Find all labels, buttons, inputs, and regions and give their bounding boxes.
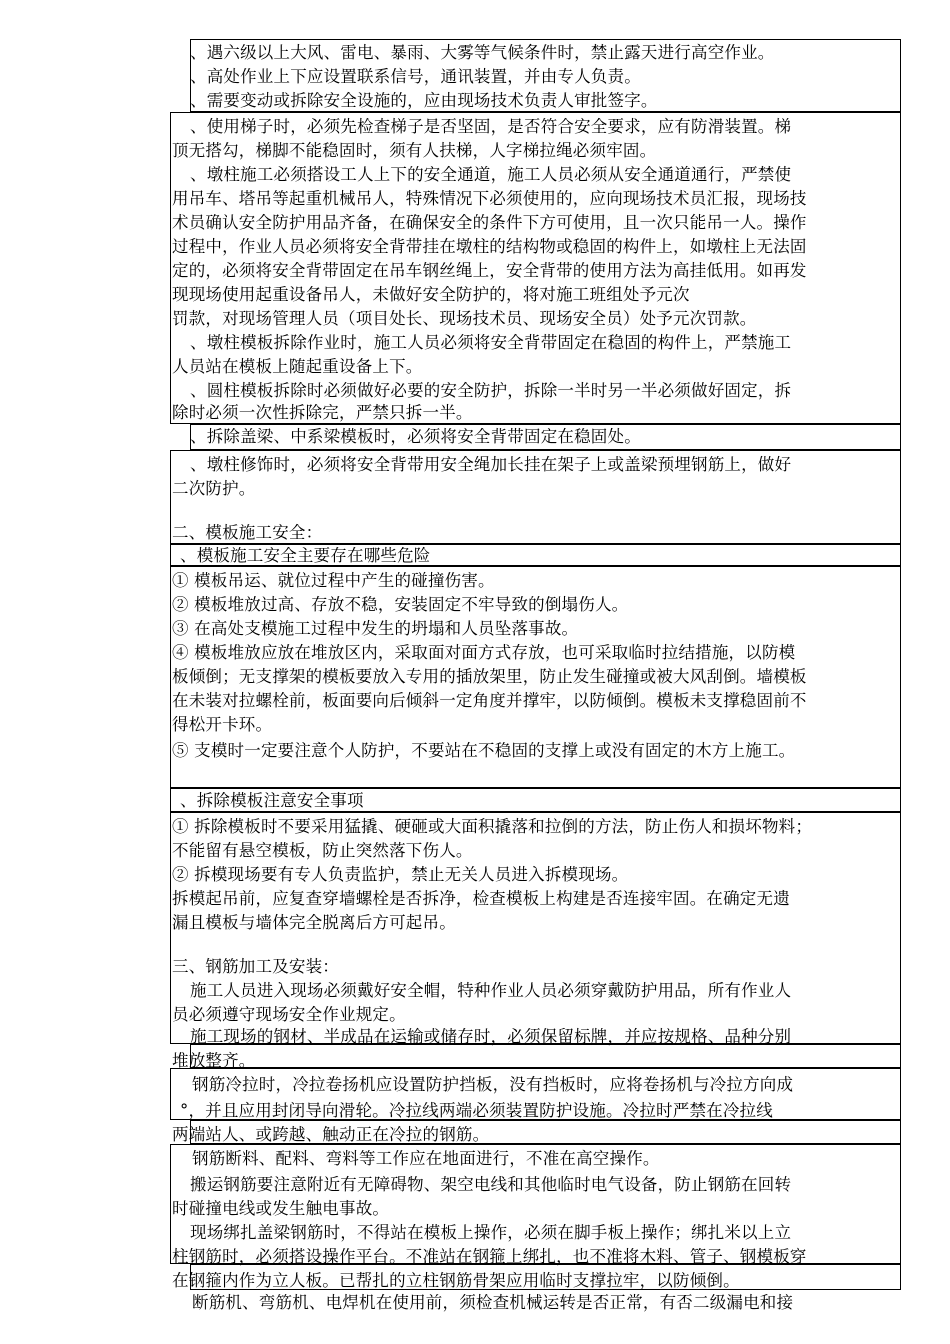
text-line: 除时必须一次性拆除完，严禁只拆一半。 [172, 403, 473, 422]
text-line: ⑤ 支模时一定要注意个人防护，不要站在不稳固的支撑上或没有固定的木方上施工。 [172, 741, 796, 760]
text-line: ① 模板吊运、就位过程中产生的碰撞伤害。 [172, 571, 495, 590]
subsection-heading: 、模板施工安全主要存在哪些危险 [180, 546, 431, 565]
text-line: 得松开卡环。 [172, 715, 273, 734]
text-line: 漏且模板与墙体完全脱离后方可起吊。 [172, 913, 456, 932]
subsection-heading: 、拆除模板注意安全事项 [180, 791, 364, 810]
section-heading: 二、模板施工安全： [172, 523, 323, 542]
text-line: 堆放整齐。 [172, 1051, 256, 1070]
text-line: 顶无搭勾，梯脚不能稳固时，须有人扶梯，人字梯拉绳必须牢固。 [172, 141, 657, 160]
text-line: 断筋机、弯筋机、电焊机在使用前，须检查机械运转是否正常，有否二级漏电和接 [192, 1293, 794, 1312]
text-line: 不能留有悬空模板，防止突然落下伤人。 [172, 841, 473, 860]
text-line: 现场绑扎盖梁钢筋时，不得站在模板上操作，必须在脚手板上操作；绑扎米以上立 [190, 1223, 792, 1242]
text-line: 过程中，作业人员必须将安全背带挂在墩柱的结构物或稳固的构件上，如墩柱上无法固 [172, 237, 807, 256]
text-line: °，并且应用封闭导向滑轮。冷拉线两端必须装置防护设施。冷拉时严禁在冷拉线 [180, 1101, 773, 1120]
text-line: 在未装对拉螺栓前，板面要向后倾斜一定角度并撑牢，以防倾倒。模板未支撑稳固前不 [172, 691, 807, 710]
text-line: 施工人员进入现场必须戴好安全帽，特种作业人员必须穿戴防护用品，所有作业人 [190, 981, 792, 1000]
text-line: 、墩柱模板拆除作业时，施工人员必须将安全背带固定在稳固的构件上，严禁施工 [190, 333, 792, 352]
text-line: 搬运钢筋要注意附近有无障碍物、架空电线和其他临时电气设备，防止钢筋在回转 [190, 1175, 792, 1194]
text-line: 时碰撞电线或发生触电事故。 [172, 1199, 390, 1218]
text-line: 、高处作业上下应设置联系信号，通讯装置，并由专人负责。 [190, 67, 641, 86]
section-heading: 三、钢筋加工及安装： [172, 957, 339, 976]
text-line: 拆模起吊前，应复查穿墙螺栓是否拆净，检查模板上构建是否连接牢固。在确定无遗 [172, 889, 790, 908]
text-line: 员必须遵守现场安全作业规定。 [172, 1005, 406, 1024]
text-line: ② 模板堆放过高、存放不稳，安装固定不牢导致的倒塌伤人。 [172, 595, 629, 614]
text-line: 罚款，对现场管理人员（项目处长、现场技术员、现场安全员）处予元次罚款。 [172, 309, 757, 328]
text-line: 、圆柱模板拆除时必须做好必要的安全防护，拆除一半时另一半必须做好固定，拆 [190, 381, 792, 400]
text-line: 二次防护。 [172, 479, 256, 498]
text-line: 在钢箍内作为立人板。已帮扎的立柱钢筋骨架应用临时支撑拉牢，以防倾倒。 [172, 1271, 740, 1290]
text-line: ④ 模板堆放应放在堆放区内，采取面对面方式存放，也可采取临时拉结措施，以防模 [172, 643, 796, 662]
text-line: ③ 在高处支模施工过程中发生的坍塌和人员坠落事故。 [172, 619, 579, 638]
text-line: 、遇六级以上大风、雷电、暴雨、大雾等气候条件时，禁止露天进行高空作业。 [190, 43, 775, 62]
text-line: 钢筋断料、配料、弯料等工作应在地面进行，不准在高空操作。 [192, 1149, 660, 1168]
text-line: 施工现场的钢材、半成品在运输或储存时，必须保留标牌，并应按规格、品种分别 [190, 1027, 792, 1046]
text-line: ① 拆除模板时不要采用猛撬、硬砸或大面积撬落和拉倒的方法，防止伤人和损坏物料； [172, 817, 813, 836]
text-line: 术员确认安全防护用品齐备，在确保安全的条件下方可使用，且一次只能吊一人。操作 [172, 213, 807, 232]
text-line: 人员站在模板上随起重设备上下。 [172, 357, 423, 376]
text-line: 两端站人、或跨越、触动正在冷拉的钢筋。 [172, 1125, 490, 1144]
text-line: 钢筋冷拉时，冷拉卷扬机应设置防护挡板，没有挡板时，应将卷扬机与冷拉方向成 [192, 1075, 794, 1094]
text-line: 、使用梯子时，必须先检查梯子是否坚固，是否符合安全要求，应有防滑装置。梯 [190, 117, 792, 136]
text-line: 、墩柱修饰时，必须将安全背带用安全绳加长挂在架子上或盖梁预埋钢筋上，做好 [190, 455, 792, 474]
text-line: 板倾倒；无支撑架的模板要放入专用的插放架里，防止发生碰撞或被大风刮倒。墙模板 [172, 667, 807, 686]
text-line: 现现场使用起重设备吊人，未做好安全防护的，将对施工班组处予元次 [172, 285, 690, 304]
text-line: ② 拆模现场要有专人负责监护，禁止无关人员进入拆模现场。 [172, 865, 629, 884]
text-line: 定的，必须将安全背带固定在吊车钢丝绳上，安全背带的使用方法为高挂低用。如再发 [172, 261, 807, 280]
text-line: 用吊车、塔吊等起重机械吊人，特殊情况下必须使用的，应向现场技术员汇报，现场技 [172, 189, 807, 208]
text-line: 、需要变动或拆除安全设施的，应由现场技术负责人审批签字。 [190, 91, 658, 110]
text-line: 、墩柱施工必须搭设工人上下的安全通道，施工人员必须从安全通道通行，严禁使 [190, 165, 792, 184]
text-line: 柱钢筋时，必须搭设操作平台。不准站在钢箍上绑扎，也不准将木料、管子、钢模板穿 [172, 1247, 807, 1266]
text-line: 、拆除盖梁、中系梁模板时，必须将安全背带固定在稳固处。 [190, 427, 641, 446]
